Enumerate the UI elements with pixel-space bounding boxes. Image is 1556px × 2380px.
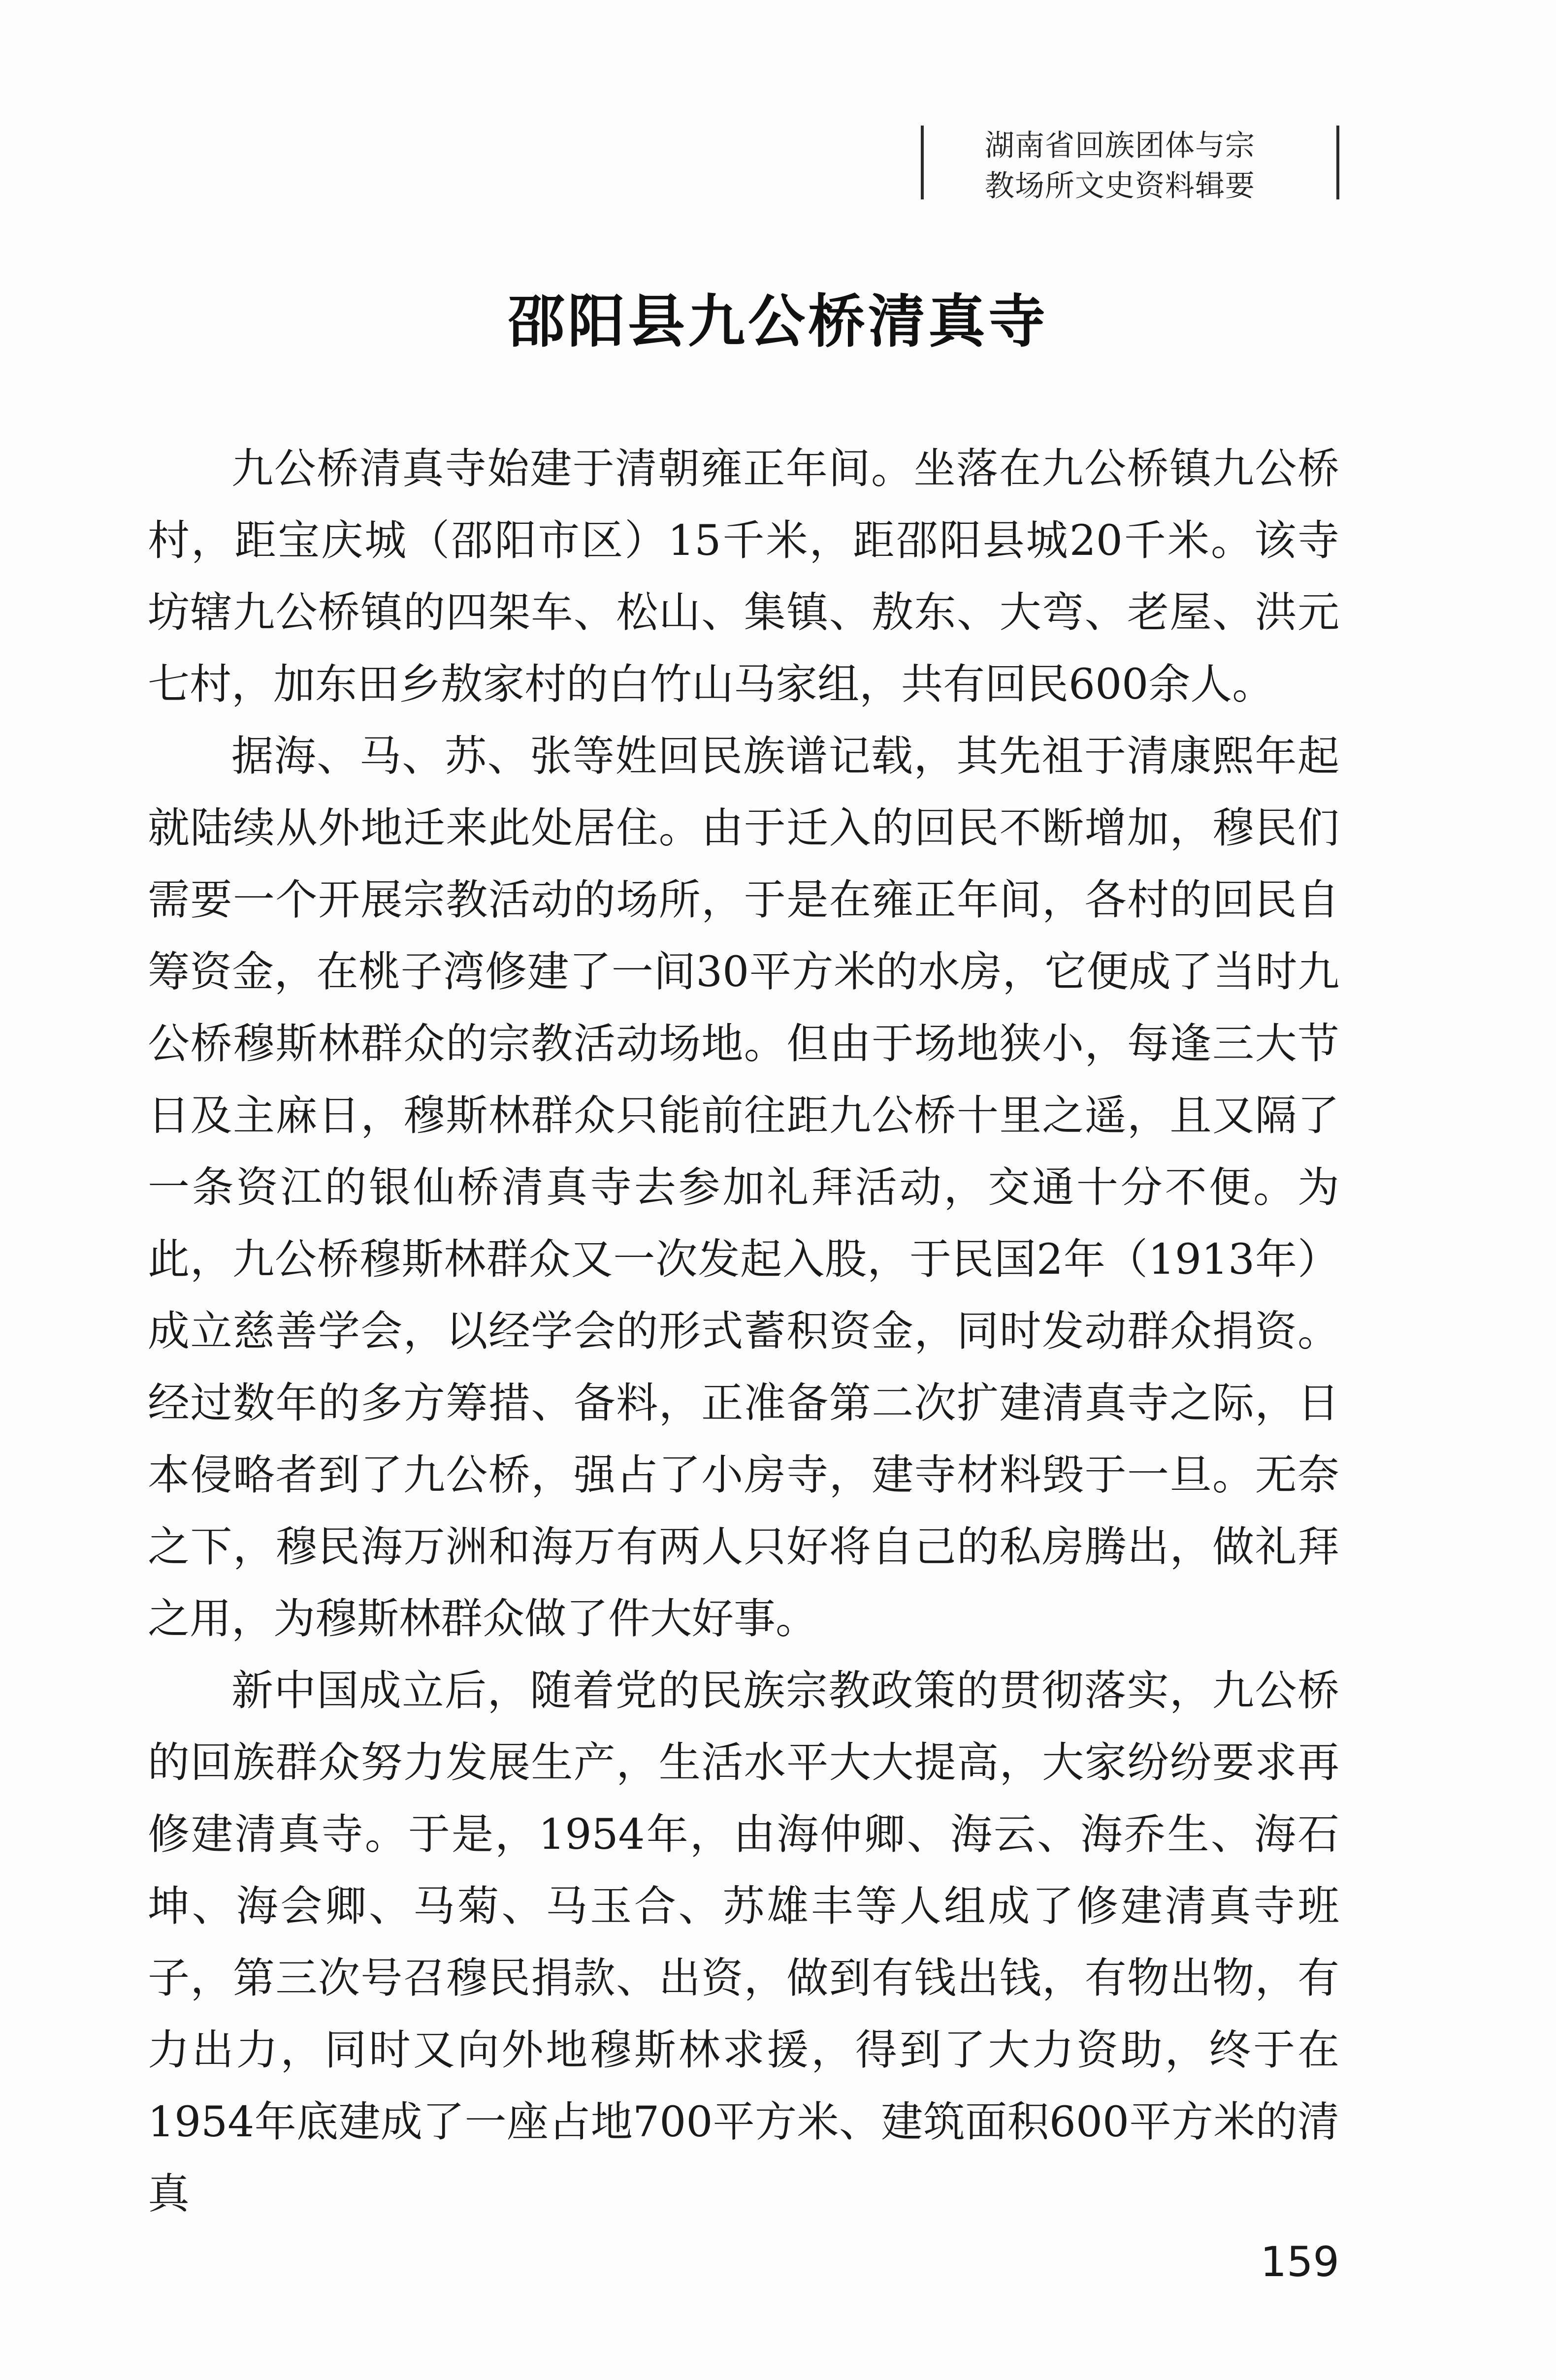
body-text <box>148 433 1339 2230</box>
running-head-text <box>985 126 1255 206</box>
running-head-line-1: 湖南省回族团体与宗 <box>985 129 1255 163</box>
page-number: 159 <box>1260 2238 1339 2286</box>
running-head-line-2: 教场所文史资料辑要 <box>985 169 1255 203</box>
running-head-right-rule <box>1336 126 1339 199</box>
paragraph-3: 新中国成立后，随着党的民族宗教政策的贯彻落实，九公桥的回族群众努力发展生产，生活水平大大提高，大家纷纷要求再修建清真寺。于是，1954年，由海仲卿、海云、海乔生、海石坤、海会卿、马菊、马玉合、苏雄丰等人组成了修建清真寺班子，第三次号召穆民捐款、出资，做到有钱出钱，有物出物，有力出力，同时又向外地穆斯林求援，得到了大力资助，终于在1954年底建成了一座占地700平方米、建筑面积600平方米的清真 <box>148 1667 1339 2219</box>
paragraph-1: 九公桥清真寺始建于清朝雍正年间。坐落在九公桥镇九公桥村，距宝庆城（邵阳市区）15千米，距邵阳县城20千米。该寺坊辖九公桥镇的四架车、松山、集镇、敖东、大弯、老屋、洪元七村，加东田乡敖家村的白竹山马家组，共有回民600余人。 <box>148 445 1339 709</box>
running-head-left-rule <box>921 126 924 199</box>
page-title: 邵阳县九公桥清真寺 <box>508 289 1048 355</box>
paragraph-2: 据海、马、苏、张等姓回民族谱记载，其先祖于清康熙年起就陆续从外地迁来此处居住。由于迁入的回民不断增加，穆民们需要一个开展宗教活动的场所，于是在雍正年间，各村的回民自筹资金，在桃子湾修建了一间30平方米的水房，它便成了当时九公桥穆斯林群众的宗教活动场地。但由于场地狭小，每逢三大节日及主麻日，穆斯林群众只能前往距九公桥十里之遥，且又隔了一条资江的银仙桥清真寺去参加礼拜活动，交通十分不便。为此，九公桥穆斯林群众又一次发起入股，于民国2年（1913年）成立慈善学会，以经学会的形式蓄积资金，同时发动群众捐资。经过数年的多方筹措、备料，正准备第二次扩建清真寺之际，日本侵略者到了九公桥，强占了小房寺，建寺材料毁于一旦。无奈之下，穆民海万洲和海万有两人只好将自己的私房腾出，做礼拜之用，为穆斯林群众做了件大好事。 <box>148 732 1339 1643</box>
running-head <box>921 126 1339 212</box>
